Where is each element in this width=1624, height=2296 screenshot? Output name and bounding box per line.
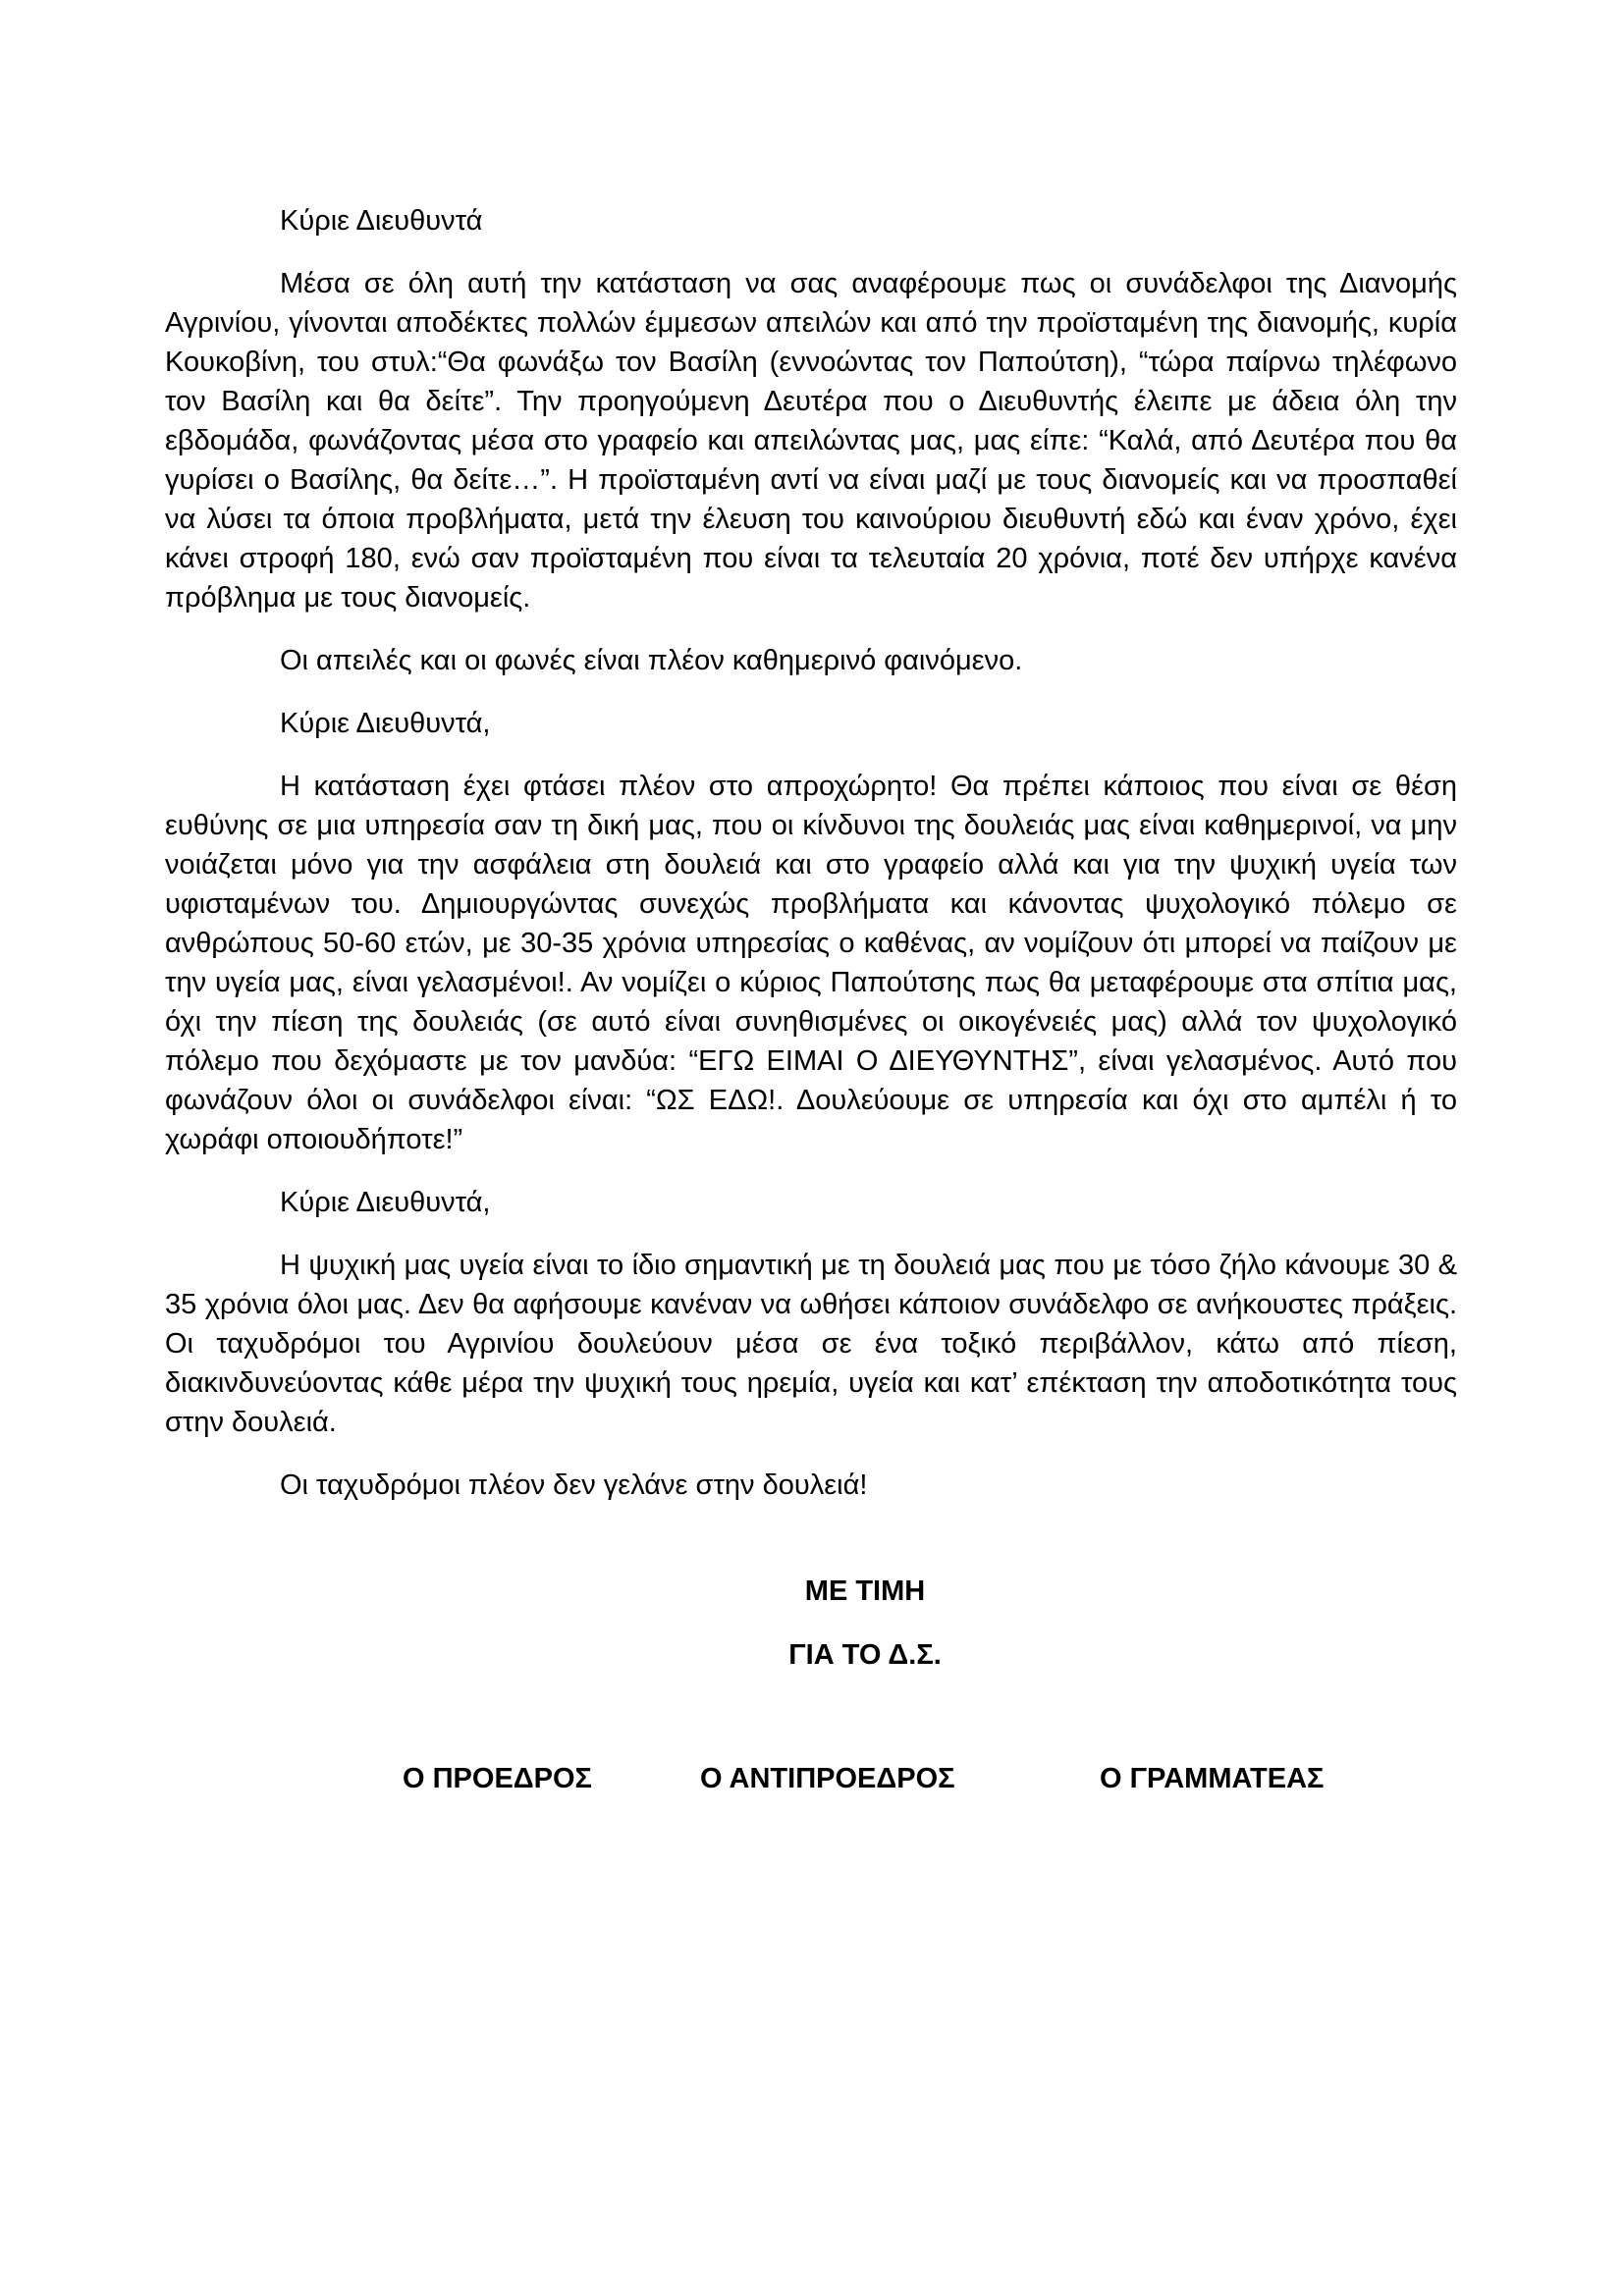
body-paragraph-3: Η κατάσταση έχει φτάσει πλέον στο απροχώρητο! Θα πρέπει κάποιος που είναι σε θέση ευθύνης σε μια υπηρεσία σαν τη δική μας, που οι κίνδυνοι της δουλειάς μας είναι καθημερινοί, να μην νοιάζεται μόνο για την ασφάλεια στη δουλειά και στο γραφείο αλλά και για την ψυχική υγεία των υφισταμένων του. Δημιουργώντας συνεχώς προβλήματα και κάνοντας ψυχολογικό πόλεμο σε ανθρώπους 50-60 ετών, με 30-35 χρόνια υπηρεσίας ο καθένας, αν νομίζουν ότι μπορεί να παίζουν με την υγεία μας, είναι γελασμένοι!. Αν νομίζει ο κύριος Παπούτσης πως θα μεταφέρουμε στα σπίτια μας, όχι την πίεση της δουλειάς (σε αυτό είναι συνηθισμένες οι οικογένειές μας) αλλά τον ψυχολογικό πόλεμο που δεχόμαστε με τον μανδύα: “ΕΓΩ ΕΙΜΑΙ Ο ΔΙΕΥΘΥΝΤΗΣ”, είναι γελασμένος. Αυτό που φωνάζουν όλοι οι συνάδελφοι είναι: “ΩΣ ΕΔΩ!. Δουλεύουμε σε υπηρεσία και όχι στο αμπέλι ή το χωράφι οποιουδήποτε!” — [165, 771, 1457, 1155]
salutation-line-1: Κύριε Διευθυντά — [280, 205, 483, 237]
signature-president: Ο ΠΡΟΕΔΡΟΣ — [403, 1763, 592, 1794]
body-paragraph-1: Μέσα σε όλη αυτή την κατάσταση να σας αναφέρουμε πως οι συνάδελφοι της Διανομής Αγρινίου, γίνονται αποδέκτες πολλών έμμεσων απειλών και από την προϊσταμένη της διανομής, κυρία Κουκοβίνη, του στυλ:“Θα φωνάξω τον Βασίλη (εννοώντας τον Παπούτση), “τώρα παίρνω τηλέφωνο τον Βασίλη και θα δείτε”. Την προηγούμενη Δευτέρα που ο Διευθυντής έλειπε με άδεια όλη την εβδομάδα, φωνάζοντας μέσα στο γραφείο και απειλώντας μας, μας είπε: “Καλά, από Δευτέρα που θα γυρίσει ο Βασίλης, θα δείτε…”. Η προϊσταμένη αντί να είναι μαζί με τους διανομείς και να προσπαθεί να λύσει τα όποια προβλήματα, μετά την έλευση του καινούριου διευθυντή εδώ και έναν χρόνο, έχει κάνει στροφή 180, ενώ σαν προϊσταμένη που είναι τα τελευταία 20 χρόνια, ποτέ δεν υπήρχε κανένα πρόβλημα με τους διανομείς. — [165, 268, 1457, 614]
signature-row — [165, 1759, 1457, 1798]
body-paragraph-2: Οι απειλές και οι φωνές είναι πλέον καθημερινό φαινόμενο. — [280, 645, 1023, 676]
body-paragraph-5: Οι ταχυδρόμοι πλέον δεν γελάνε στην δουλειά! — [280, 1469, 868, 1501]
signature-secretary: Ο ΓΡΑΜΜΑΤΕΑΣ — [1100, 1763, 1325, 1794]
salutation-line-3: Κύριε Διευθυντά, — [280, 1187, 491, 1218]
closing-board: ΓΙΑ ΤΟ Δ.Σ. — [788, 1639, 942, 1671]
body-paragraph-4: Η ψυχική μας υγεία είναι το ίδιο σημαντική με τη δουλειά μας που με τόσο ζήλο κάνουμε 30 & 35 χρόνια όλοι μας. Δεν θα αφήσουμε κανέναν να ωθήσει κάποιον συνάδελφο σε ανήκουστες πράξεις. Οι ταχυδρόμοι του Αγρινίου δουλεύουν μέσα σε ένα τοξικό περιβάλλον, κάτω από πίεση, διακινδυνεύοντας κάθε μέρα την ψυχική τους ηρεμία, υγεία και κατ’ επέκταση την αποδοτικότητα τους στην δουλειά. — [165, 1250, 1457, 1438]
salutation-line-2: Κύριε Διευθυντά, — [280, 708, 491, 739]
closing-honor: ΜΕ ΤΙΜΗ — [804, 1575, 926, 1607]
signature-vice-president: Ο ΑΝΤΙΠΡΟΕΔΡΟΣ — [700, 1763, 955, 1794]
